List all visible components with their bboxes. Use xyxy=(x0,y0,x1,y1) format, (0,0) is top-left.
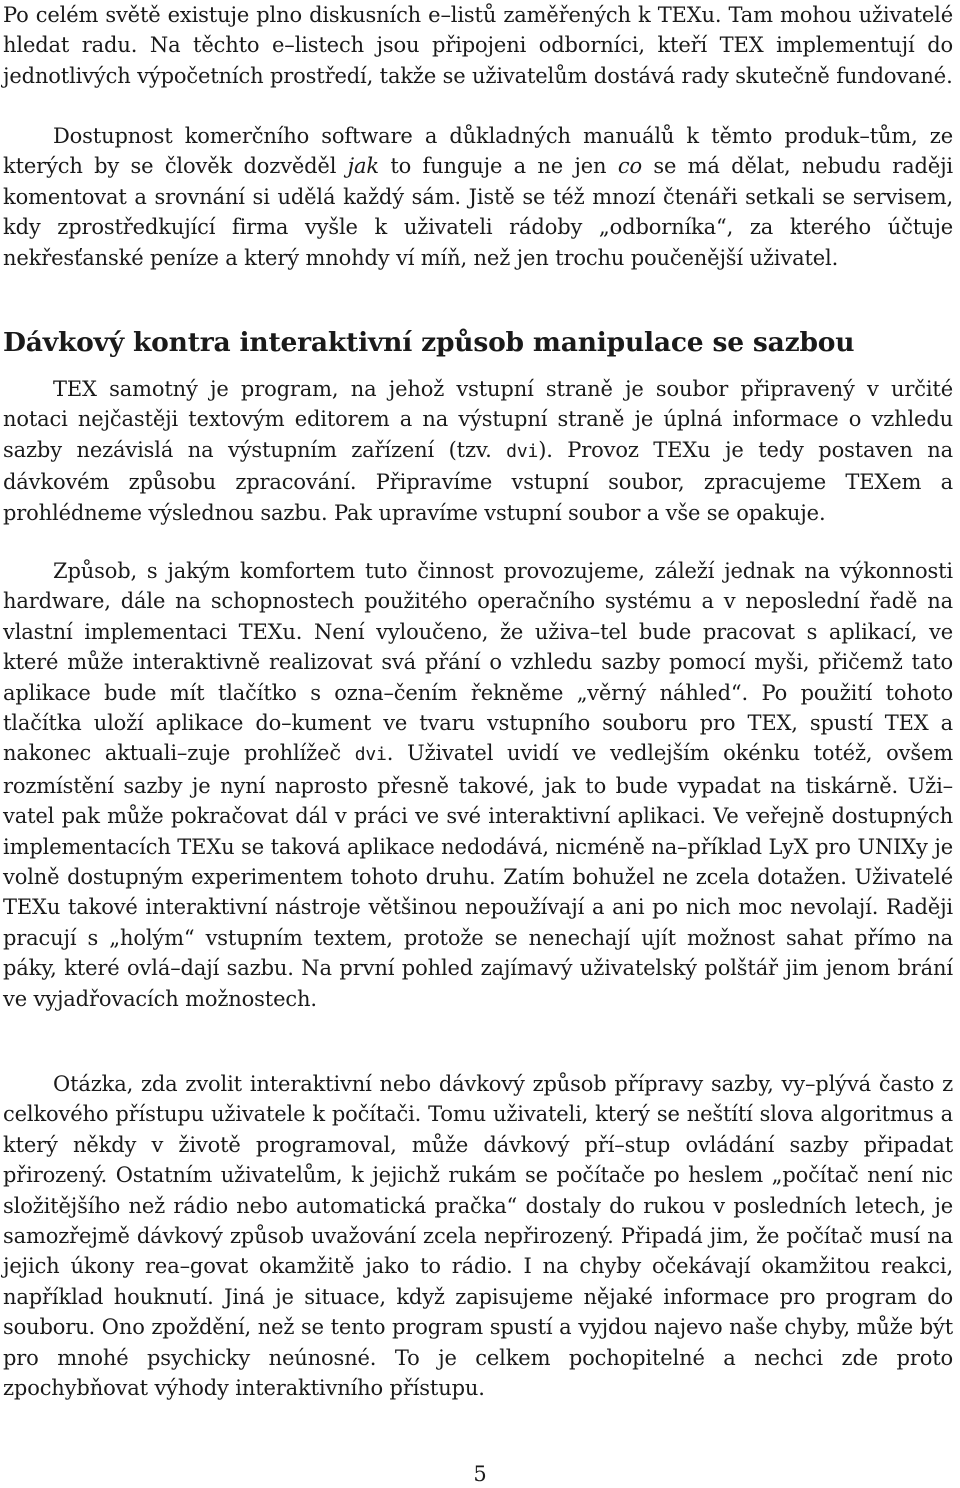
paragraph-user-approach: Otázka, zda zvolit interaktivní nebo dávkový způsob přípravy sazby, vy–plývá často z celkového přístupu uživatele k počítači. Tomu uživateli, který se neštítí slova algoritmus a který někdy v životě programoval, může dávkový pří–stup ovládání sazby připadat přirozený. Ostatním uživatelům, k jejichž rukám se počítače po heslem „počítač není nic složitějšího než rádio nebo automatická pračka“ dostaly do rukou v posledních letech, je samozřejmě dávkový způsob uvažování zcela nepřirozený. Připadá jim, že počítač musí na jejich úkony rea–govat okamžitě jako to rádio. I na chyby očekávají okamžitou reakci, například houknutí. Jiná je situace, když zapisujeme nějaké informace pro program do souboru. Ono zpoždění, než se tento program spustí a vyjdou najevo naše chyby, může být pro mnohé psychicky neúnosné. To je celkem pochopitelné a nechci zde proto zpochybňovat výhody interaktivního přístupu. xyxy=(3,1072,953,1401)
emphasis-co: co xyxy=(617,154,642,179)
paragraph-mailing-lists: Po celém světě existuje plno diskusních e–listů zaměřených k TEXu. Tam mohou uživatelé hledat radu. Na těchto e–listech jsou připojeni odborníci, kteří TEX implementují do jednotlivých výpočetních prostředí, takže se uživatelům dostává rady skutečně fundované. xyxy=(3,3,953,88)
code-dvi: dvi xyxy=(354,744,387,766)
text-span: Dostupnost komerčního software a důkladných manuálů k těmto produk–tům, ze kterých by se člověk dozvěděl xyxy=(3,124,953,179)
paragraph-batch-processing xyxy=(3,374,953,528)
text-span: se má dělat, nebudu raději komentovat a srovnání si udělá každý sám. Jistě se též mnozí čtenáři setkali se servisem, kdy zprostředkující firma vyšle k uživateli rádoby „odborníka“, za kterého účtuje nekřesťanské peníze a který mnohdy ví míň, než jen trochu poučenější uživatel. xyxy=(3,154,953,270)
paragraph-interactive-comfort xyxy=(3,556,953,1014)
text-span: to funguje a ne jen xyxy=(378,154,618,179)
paragraph-commercial-software xyxy=(3,121,953,273)
text-span: TEX samotný je program, na jehož vstupní straně je soubor připravený v určité notaci nejčastěji textovým editorem a na výstupní straně je úplná informace o vzhledu sazby nezávislá na výstupním zařízení (tzv. xyxy=(3,377,953,462)
text-span: . Uživatel uvidí ve vedlejším okénku totéž, ovšem rozmístění sazby je nyní naprosto přesně takové, jak to bude vypadat na tiskárně. Uži–vatel pak může pokračovat dál v práci ve své interaktivní aplikaci. Ve veřejně dostupných implementacích TEXu se taková aplikace nedodává, nicméně na–příklad LyX pro UNIXy je volně dostupným experimentem tohoto druhu. Zatím bohužel ne zcela dotažen. Uživatelé TEXu takové interaktivní nástroje většinou nepoužívají a ani po nich moc nevolají. Raději pracují s „holým“ vstupním textem, protože se nenechají ujít možnost sahat přímo na páky, které ovlá–dají sazbu. Na první pohled zajímavý uživatelský polštář jim jenom brání ve vyjadřovacích možnostech. xyxy=(3,741,954,1011)
section-heading: Dávkový kontra interaktivní způsob manipulace se sazbou xyxy=(3,327,855,358)
page-number: 5 xyxy=(473,1462,487,1486)
text-span: Způsob, s jakým komfortem tuto činnost provozujeme, záleží jednak na výkonnosti hardware, dále na schopnostech použitého operačního systému a v neposlední řadě na vlastní implementaci TEXu. Není vyloučeno, že uživa–tel bude pracovat s aplikací, ve které může interaktivně realizovat svá přání o vzhledu sazby pomocí myši, přičemž tato aplikace bude mít tlačítko s ozna–čením řekněme „věrný náhled“. Po použití tohoto tlačítka uloží aplikace do–kument ve tvaru vstupního souboru pro TEX, spustí TEX a nakonec aktuali–zuje prohlížeč xyxy=(3,559,953,766)
text-span: ). Provoz TEXu je tedy postaven na dávkovém způsobu zpracování. Připravíme vstupní soubor, zpracujeme TEXem a prohlédneme výslednou sazbu. Pak upravíme vstupní soubor a vše se opakuje. xyxy=(3,437,953,525)
code-dvi: dvi xyxy=(506,440,539,462)
emphasis-jak: jak xyxy=(347,154,379,179)
